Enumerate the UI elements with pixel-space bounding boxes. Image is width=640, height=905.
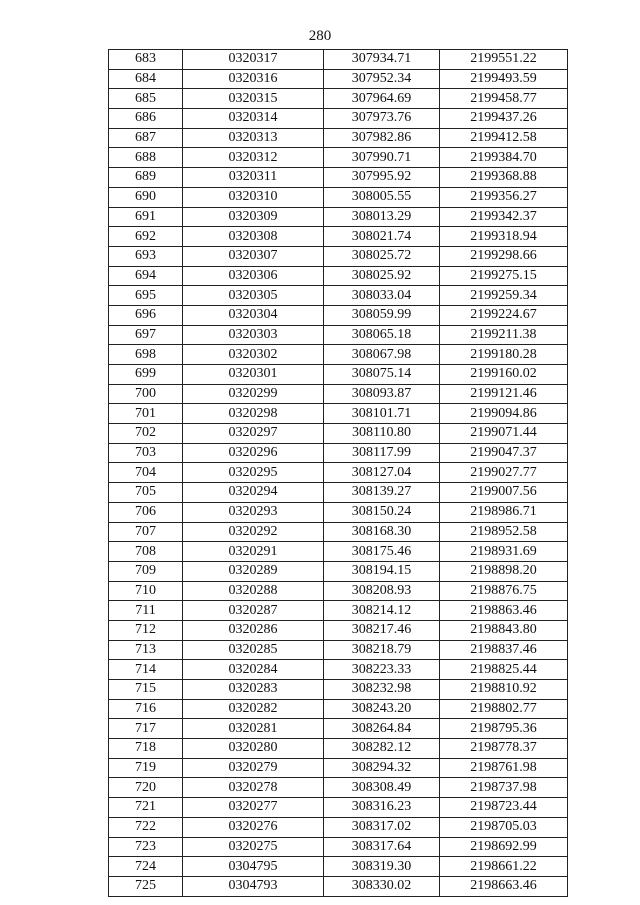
table-row xyxy=(109,463,568,483)
x-coordinate-cell: 308208.93 xyxy=(324,581,440,601)
x-coordinate-cell: 308065.18 xyxy=(324,325,440,345)
row-number-cell: 720 xyxy=(109,778,183,798)
table-row xyxy=(109,640,568,660)
y-coordinate-cell: 2199224.67 xyxy=(440,305,568,325)
y-coordinate-cell: 2199094.86 xyxy=(440,404,568,424)
x-coordinate-cell: 308243.20 xyxy=(324,699,440,719)
y-coordinate-cell: 2199047.37 xyxy=(440,443,568,463)
y-coordinate-cell: 2198663.46 xyxy=(440,876,568,896)
x-coordinate-cell: 307952.34 xyxy=(324,69,440,89)
y-coordinate-cell: 2198931.69 xyxy=(440,542,568,562)
y-coordinate-cell: 2199412.58 xyxy=(440,128,568,148)
x-coordinate-cell: 308168.30 xyxy=(324,522,440,542)
y-coordinate-cell: 2198843.80 xyxy=(440,620,568,640)
code-cell: 0320280 xyxy=(183,739,324,759)
row-number-cell: 689 xyxy=(109,168,183,188)
x-coordinate-cell: 308101.71 xyxy=(324,404,440,424)
table-row xyxy=(109,798,568,818)
row-number-cell: 718 xyxy=(109,739,183,759)
x-coordinate-cell: 307964.69 xyxy=(324,89,440,109)
code-cell: 0320307 xyxy=(183,246,324,266)
y-coordinate-cell: 2199342.37 xyxy=(440,207,568,227)
code-cell: 0320281 xyxy=(183,719,324,739)
table-row xyxy=(109,69,568,89)
x-coordinate-cell: 308005.55 xyxy=(324,187,440,207)
table-row xyxy=(109,325,568,345)
code-cell: 0320309 xyxy=(183,207,324,227)
y-coordinate-cell: 2199160.02 xyxy=(440,365,568,385)
row-number-cell: 717 xyxy=(109,719,183,739)
x-coordinate-cell: 308025.92 xyxy=(324,266,440,286)
x-coordinate-cell: 308319.30 xyxy=(324,857,440,877)
table-row xyxy=(109,50,568,70)
row-number-cell: 725 xyxy=(109,876,183,896)
code-cell: 0320279 xyxy=(183,758,324,778)
x-coordinate-cell: 308330.02 xyxy=(324,876,440,896)
y-coordinate-cell: 2199368.88 xyxy=(440,168,568,188)
x-coordinate-cell: 308093.87 xyxy=(324,384,440,404)
code-cell: 0320296 xyxy=(183,443,324,463)
y-coordinate-cell: 2198795.36 xyxy=(440,719,568,739)
code-cell: 0320287 xyxy=(183,601,324,621)
table-row xyxy=(109,502,568,522)
code-cell: 0320317 xyxy=(183,50,324,70)
y-coordinate-cell: 2198810.92 xyxy=(440,680,568,700)
row-number-cell: 691 xyxy=(109,207,183,227)
code-cell: 0320305 xyxy=(183,286,324,306)
table-row xyxy=(109,817,568,837)
y-coordinate-cell: 2198952.58 xyxy=(440,522,568,542)
y-coordinate-cell: 2199356.27 xyxy=(440,187,568,207)
code-cell: 0320303 xyxy=(183,325,324,345)
y-coordinate-cell: 2198737.98 xyxy=(440,778,568,798)
code-cell: 0320310 xyxy=(183,187,324,207)
code-cell: 0320278 xyxy=(183,778,324,798)
x-coordinate-cell: 308117.99 xyxy=(324,443,440,463)
y-coordinate-cell: 2199551.22 xyxy=(440,50,568,70)
row-number-cell: 687 xyxy=(109,128,183,148)
y-coordinate-cell: 2198876.75 xyxy=(440,581,568,601)
table-row xyxy=(109,483,568,503)
table-row xyxy=(109,876,568,896)
x-coordinate-cell: 308317.02 xyxy=(324,817,440,837)
x-coordinate-cell: 308282.12 xyxy=(324,739,440,759)
x-coordinate-cell: 308059.99 xyxy=(324,305,440,325)
x-coordinate-cell: 308139.27 xyxy=(324,483,440,503)
x-coordinate-cell: 308194.15 xyxy=(324,561,440,581)
code-cell: 0320285 xyxy=(183,640,324,660)
table-row xyxy=(109,699,568,719)
y-coordinate-cell: 2199275.15 xyxy=(440,266,568,286)
y-coordinate-cell: 2198837.46 xyxy=(440,640,568,660)
table-row xyxy=(109,89,568,109)
row-number-cell: 684 xyxy=(109,69,183,89)
row-number-cell: 701 xyxy=(109,404,183,424)
table-row xyxy=(109,601,568,621)
table-row xyxy=(109,148,568,168)
code-cell: 0320282 xyxy=(183,699,324,719)
code-cell: 0320301 xyxy=(183,365,324,385)
row-number-cell: 723 xyxy=(109,837,183,857)
table-row xyxy=(109,227,568,247)
table-row xyxy=(109,443,568,463)
x-coordinate-cell: 308150.24 xyxy=(324,502,440,522)
y-coordinate-cell: 2198825.44 xyxy=(440,660,568,680)
code-cell: 0304793 xyxy=(183,876,324,896)
y-coordinate-cell: 2198661.22 xyxy=(440,857,568,877)
row-number-cell: 700 xyxy=(109,384,183,404)
code-cell: 0320298 xyxy=(183,404,324,424)
code-cell: 0320315 xyxy=(183,89,324,109)
table-row xyxy=(109,207,568,227)
row-number-cell: 704 xyxy=(109,463,183,483)
code-cell: 0320313 xyxy=(183,128,324,148)
x-coordinate-cell: 307982.86 xyxy=(324,128,440,148)
table-row xyxy=(109,187,568,207)
row-number-cell: 705 xyxy=(109,483,183,503)
x-coordinate-cell: 308232.98 xyxy=(324,680,440,700)
coordinates-table xyxy=(108,49,568,897)
x-coordinate-cell: 308013.29 xyxy=(324,207,440,227)
row-number-cell: 708 xyxy=(109,542,183,562)
y-coordinate-cell: 2199007.56 xyxy=(440,483,568,503)
y-coordinate-cell: 2199071.44 xyxy=(440,424,568,444)
x-coordinate-cell: 308264.84 xyxy=(324,719,440,739)
x-coordinate-cell: 308175.46 xyxy=(324,542,440,562)
table-row xyxy=(109,128,568,148)
row-number-cell: 694 xyxy=(109,266,183,286)
table-row xyxy=(109,680,568,700)
x-coordinate-cell: 308223.33 xyxy=(324,660,440,680)
y-coordinate-cell: 2198986.71 xyxy=(440,502,568,522)
row-number-cell: 688 xyxy=(109,148,183,168)
x-coordinate-cell: 308067.98 xyxy=(324,345,440,365)
code-cell: 0320295 xyxy=(183,463,324,483)
code-cell: 0320292 xyxy=(183,522,324,542)
row-number-cell: 698 xyxy=(109,345,183,365)
table-row xyxy=(109,345,568,365)
row-number-cell: 702 xyxy=(109,424,183,444)
x-coordinate-cell: 308214.12 xyxy=(324,601,440,621)
table-row xyxy=(109,424,568,444)
y-coordinate-cell: 2199211.38 xyxy=(440,325,568,345)
row-number-cell: 714 xyxy=(109,660,183,680)
y-coordinate-cell: 2199437.26 xyxy=(440,109,568,129)
code-cell: 0320286 xyxy=(183,620,324,640)
table-row xyxy=(109,404,568,424)
row-number-cell: 686 xyxy=(109,109,183,129)
x-coordinate-cell: 307995.92 xyxy=(324,168,440,188)
y-coordinate-cell: 2199298.66 xyxy=(440,246,568,266)
x-coordinate-cell: 308317.64 xyxy=(324,837,440,857)
row-number-cell: 695 xyxy=(109,286,183,306)
row-number-cell: 712 xyxy=(109,620,183,640)
code-cell: 0320308 xyxy=(183,227,324,247)
row-number-cell: 699 xyxy=(109,365,183,385)
row-number-cell: 685 xyxy=(109,89,183,109)
table-row xyxy=(109,561,568,581)
table-row xyxy=(109,286,568,306)
row-number-cell: 719 xyxy=(109,758,183,778)
x-coordinate-cell: 307934.71 xyxy=(324,50,440,70)
table-row xyxy=(109,719,568,739)
row-number-cell: 722 xyxy=(109,817,183,837)
code-cell: 0320312 xyxy=(183,148,324,168)
row-number-cell: 710 xyxy=(109,581,183,601)
y-coordinate-cell: 2199027.77 xyxy=(440,463,568,483)
code-cell: 0320316 xyxy=(183,69,324,89)
row-number-cell: 715 xyxy=(109,680,183,700)
y-coordinate-cell: 2199318.94 xyxy=(440,227,568,247)
code-cell: 0320284 xyxy=(183,660,324,680)
code-cell: 0320289 xyxy=(183,561,324,581)
page-number: 280 xyxy=(308,28,332,44)
row-number-cell: 692 xyxy=(109,227,183,247)
x-coordinate-cell: 308025.72 xyxy=(324,246,440,266)
code-cell: 0320304 xyxy=(183,305,324,325)
x-coordinate-cell: 308110.80 xyxy=(324,424,440,444)
table-row xyxy=(109,778,568,798)
code-cell: 0320302 xyxy=(183,345,324,365)
y-coordinate-cell: 2198863.46 xyxy=(440,601,568,621)
y-coordinate-cell: 2199180.28 xyxy=(440,345,568,365)
y-coordinate-cell: 2198692.99 xyxy=(440,837,568,857)
row-number-cell: 713 xyxy=(109,640,183,660)
code-cell: 0320276 xyxy=(183,817,324,837)
code-cell: 0304795 xyxy=(183,857,324,877)
table-row xyxy=(109,384,568,404)
table-row xyxy=(109,837,568,857)
table-row xyxy=(109,522,568,542)
code-cell: 0320283 xyxy=(183,680,324,700)
row-number-cell: 690 xyxy=(109,187,183,207)
row-number-cell: 706 xyxy=(109,502,183,522)
table-row xyxy=(109,581,568,601)
x-coordinate-cell: 308075.14 xyxy=(324,365,440,385)
code-cell: 0320314 xyxy=(183,109,324,129)
y-coordinate-cell: 2198705.03 xyxy=(440,817,568,837)
y-coordinate-cell: 2198761.98 xyxy=(440,758,568,778)
row-number-cell: 716 xyxy=(109,699,183,719)
x-coordinate-cell: 308218.79 xyxy=(324,640,440,660)
code-cell: 0320299 xyxy=(183,384,324,404)
y-coordinate-cell: 2198778.37 xyxy=(440,739,568,759)
x-coordinate-cell: 307973.76 xyxy=(324,109,440,129)
y-coordinate-cell: 2198802.77 xyxy=(440,699,568,719)
table-row xyxy=(109,365,568,385)
row-number-cell: 721 xyxy=(109,798,183,818)
code-cell: 0320288 xyxy=(183,581,324,601)
table-row xyxy=(109,266,568,286)
table-row xyxy=(109,620,568,640)
y-coordinate-cell: 2199121.46 xyxy=(440,384,568,404)
x-coordinate-cell: 307990.71 xyxy=(324,148,440,168)
x-coordinate-cell: 308217.46 xyxy=(324,620,440,640)
code-cell: 0320297 xyxy=(183,424,324,444)
table-row xyxy=(109,168,568,188)
code-cell: 0320306 xyxy=(183,266,324,286)
y-coordinate-cell: 2198898.20 xyxy=(440,561,568,581)
row-number-cell: 683 xyxy=(109,50,183,70)
table-row xyxy=(109,660,568,680)
x-coordinate-cell: 308127.04 xyxy=(324,463,440,483)
row-number-cell: 693 xyxy=(109,246,183,266)
code-cell: 0320294 xyxy=(183,483,324,503)
row-number-cell: 697 xyxy=(109,325,183,345)
y-coordinate-cell: 2199493.59 xyxy=(440,69,568,89)
code-cell: 0320311 xyxy=(183,168,324,188)
row-number-cell: 711 xyxy=(109,601,183,621)
x-coordinate-cell: 308021.74 xyxy=(324,227,440,247)
x-coordinate-cell: 308308.49 xyxy=(324,778,440,798)
code-cell: 0320291 xyxy=(183,542,324,562)
table-row xyxy=(109,739,568,759)
table-row xyxy=(109,246,568,266)
row-number-cell: 709 xyxy=(109,561,183,581)
table-row xyxy=(109,109,568,129)
table-row xyxy=(109,542,568,562)
code-cell: 0320277 xyxy=(183,798,324,818)
row-number-cell: 703 xyxy=(109,443,183,463)
y-coordinate-cell: 2199259.34 xyxy=(440,286,568,306)
y-coordinate-cell: 2199458.77 xyxy=(440,89,568,109)
x-coordinate-cell: 308294.32 xyxy=(324,758,440,778)
table-row xyxy=(109,857,568,877)
row-number-cell: 724 xyxy=(109,857,183,877)
x-coordinate-cell: 308033.04 xyxy=(324,286,440,306)
code-cell: 0320275 xyxy=(183,837,324,857)
table-row xyxy=(109,758,568,778)
coordinates-table-body xyxy=(109,50,568,897)
row-number-cell: 696 xyxy=(109,305,183,325)
x-coordinate-cell: 308316.23 xyxy=(324,798,440,818)
row-number-cell: 707 xyxy=(109,522,183,542)
code-cell: 0320293 xyxy=(183,502,324,522)
table-row xyxy=(109,305,568,325)
y-coordinate-cell: 2198723.44 xyxy=(440,798,568,818)
y-coordinate-cell: 2199384.70 xyxy=(440,148,568,168)
